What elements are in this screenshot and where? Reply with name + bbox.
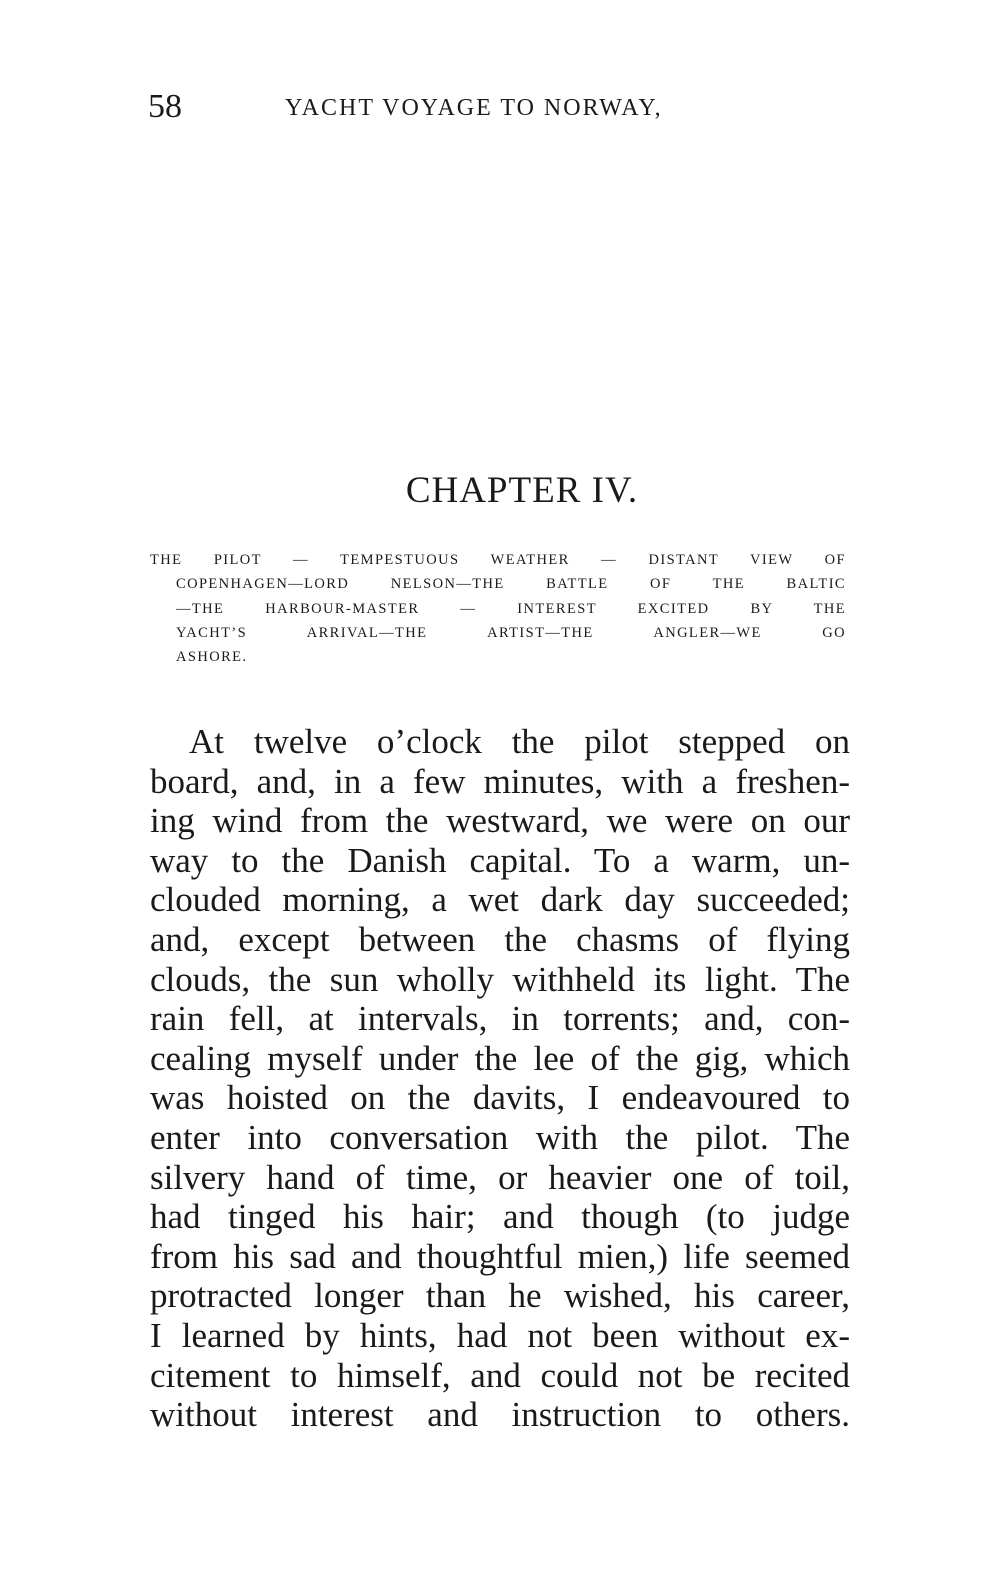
synopsis-line: —THE HARBOUR-MASTER — INTEREST EXCITED BY THE (176, 600, 846, 617)
page-number: 58 (148, 88, 182, 125)
body-line: I learned by hints, had not been without ex- (150, 1315, 850, 1355)
synopsis-line: YACHT’S ARRIVAL—THE ARTIST—THE ANGLER—WE GO (176, 624, 846, 641)
synopsis-line: COPENHAGEN—LORD NELSON—THE BATTLE OF THE BALTIC (176, 576, 846, 593)
running-title: YACHT VOYAGE TO NORWAY, (285, 95, 663, 121)
body-line: protracted longer than he wished, his career, (150, 1276, 850, 1316)
body-line: At twelve o’clock the pilot stepped on (189, 722, 850, 761)
body-line: ing wind from the westward, we were on our (150, 801, 850, 841)
synopsis-line: THE PILOT — TEMPESTUOUS WEATHER — DISTANT VIEW OF (150, 552, 846, 568)
synopsis-line: ASHORE. (176, 649, 248, 666)
body-line: board, and, in a few minutes, with a freshen- (150, 761, 850, 801)
body-line: silvery hand of time, or heavier one of toil, (150, 1157, 850, 1197)
body-line: from his sad and thoughtful mien,) life seemed (150, 1236, 850, 1276)
body-line: and, except between the chasms of flying (150, 919, 850, 959)
page-header (148, 85, 708, 129)
body-line: citement to himself, and could not be recited (150, 1355, 850, 1395)
chapter-synopsis (150, 548, 846, 669)
body-line: had tinged his hair; and though (to judge (150, 1197, 850, 1237)
body-line: enter into conversation with the pilot. The (150, 1117, 850, 1157)
body-line: without interest and instruction to others. (150, 1395, 850, 1435)
body-line: rain fell, at intervals, in torrents; and, con- (150, 999, 850, 1039)
body-paragraph (150, 722, 850, 1435)
chapter-title: CHAPTER IV. (405, 470, 639, 511)
body-line: clouds, the sun wholly withheld its light. The (150, 959, 850, 999)
body-line: clouded morning, a wet dark day succeeded; (150, 880, 850, 920)
body-line: cealing myself under the lee of the gig, which (150, 1038, 850, 1078)
body-line: way to the Danish capital. To a warm, un- (150, 840, 850, 880)
body-line: was hoisted on the davits, I endeavoured to (150, 1078, 850, 1118)
